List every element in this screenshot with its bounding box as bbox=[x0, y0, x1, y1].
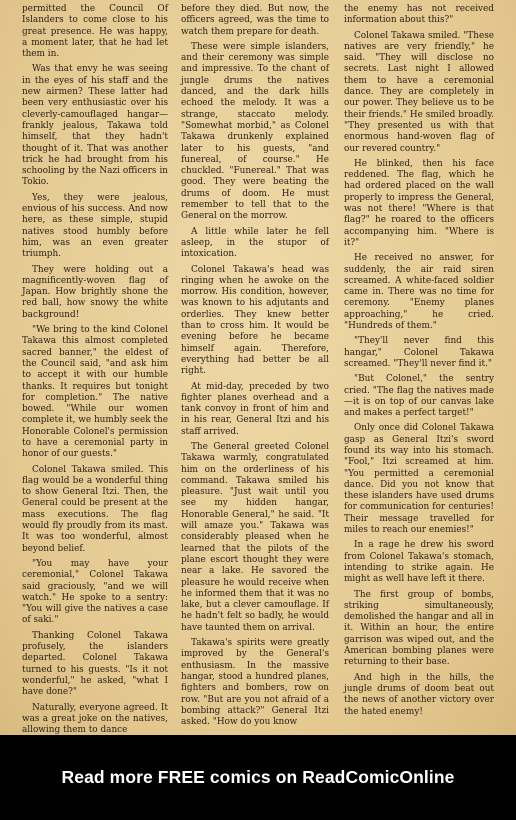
story-paragraph: "You may have your ceremonial," Colonel Takawa said graciously, "and we will watch." He spoke to a sentry: "You will give the natives a case of saki." bbox=[22, 558, 168, 626]
story-paragraph: Naturally, everyone agreed. It was a great joke on the natives, allowing them to dance bbox=[22, 702, 168, 736]
text-column-3 bbox=[344, 4, 494, 722]
story-paragraph: before they died. But now, the officers agreed, was the time to watch them prepare for death. bbox=[181, 4, 329, 37]
story-paragraph: "They'll never find this hangar," Colonel Takawa screamed. "They'll never find it." bbox=[344, 336, 494, 369]
story-paragraph: These were simple islanders, and their ceremony was simple and impressive. To the chant of jungle drums the natives danced, and the dark hills echoed the melody. It was a strange, staccato melody. "Somewhat morbid," as Colonel Takawa drunkenly explained later to his guests, "and funereal, of course." He chuckled. "Funereal." That was good. They were beating the drums of doom. He must remember to tell that to the General on the morrow. bbox=[181, 41, 329, 222]
story-paragraph: Colonel Takawa smiled. This flag would be a wonderful thing to show General Itzi. Then, the General could be present at the mass executions. The flag would fly proudly from its mast. It was too wonderful, almost beyond belief. bbox=[22, 464, 168, 554]
story-paragraph: Only once did Colonel Takawa gasp as General Itzi's sword found its way into his stomach. "Fool," Itzi screamed at him. "You permitted a ceremonial dance. Did you not know that these islanders have used drums for communication for centuries! Their message travelled for miles to reach our enemies!" bbox=[344, 423, 494, 536]
story-paragraph: Colonel Takawa smiled. "These natives are very friendly," he said. "They will disclose no secrets. Last night I allowed them to have a ceremonial dance. They are completely in our power. They believe us to be their friends." He smiled broadly. "They presented us with that enormous hand-woven flag of our revered country." bbox=[344, 30, 494, 154]
story-paragraph: A little while later he fell asleep, in the stupor of intoxication. bbox=[181, 226, 329, 260]
story-paragraph: "But Colonel," the sentry cried. "The flag the natives made—it is on top of our canvas lake and makes a perfect target!" bbox=[344, 374, 494, 419]
story-paragraph: At mid-day, preceded by two fighter planes overhead and a tank convoy in front of him and in his rear, General Itzi and his staff arrived. bbox=[181, 381, 329, 437]
story-paragraph: Was that envy he was seeing in the eyes of his staff and the new airmen? These latter had been very enthusiastic over his cleverly-camouflaged hangar—frankly jealous, Takawa told himself, that they hadn't thought of it. That was another trick he had brought from his schooling by the Nazi officers in Tokio. bbox=[22, 64, 168, 188]
story-paragraph: In a rage he drew his sword from Colonel Takawa's stomach, intending to strike again. He might as well have left it there. bbox=[344, 540, 494, 585]
story-paragraph: The General greeted Colonel Takawa warmly, congratulated him on the orderliness of his command. Takawa smiled his pleasure. "Just wait until you see my hidden hangar, Honorable General," he said. "It will amaze you." Takawa was considerably pleased when he learned that the pilots of the plane escort thought they were near a lake. He savored the pleasure he would receive when he informed them that it was no lake, but a clever camouflage. If he hadn't felt so badly, he would have taunted them on arrival. bbox=[181, 441, 329, 633]
story-paragraph: And high in the hills, the jungle drums of doom beat out the news of another victory over the hated enemy! bbox=[344, 672, 494, 717]
promo-banner[interactable] bbox=[0, 735, 516, 820]
promo-text[interactable]: Read more FREE comics on ReadComicOnline bbox=[61, 767, 455, 787]
story-paragraph: Yes, they were jealous, envious of his success. And now here, as these simple, stupid natives stood humbly before him, was an even greater triumph. bbox=[22, 192, 168, 260]
text-column-1 bbox=[22, 4, 168, 740]
story-paragraph: The first group of bombs, striking simultaneously, demolished the hangar and all in it. Within an hour, the entire garrison was wiped out, and the American bombing planes were returning to their base. bbox=[344, 589, 494, 668]
story-paragraph: "We bring to the kind Colonel Takawa this almost completed sacred banner," the eldest of the Council said, "and ask him to accept it with our humble thanks. It requires but tonight for completion." The native bowed. "While our women complete it, we humbly seek the Honorable Colonel's permission to have a ceremonial party in honor of our guests." bbox=[22, 325, 168, 460]
text-column-2 bbox=[181, 4, 329, 732]
story-paragraph: Takawa's spirits were greatly improved by the General's enthusiasm. In the massive hangar, stood a hundred planes, fighters and bombers, row on row. "But are you not afraid of a bombing attack?" General Itzi asked. "How do you know bbox=[181, 638, 329, 728]
story-paragraph: They were holding out a magnificently-woven flag of Japan. How brightly shone the red ball, how snowy the white background! bbox=[22, 264, 168, 320]
story-paragraph: permitted the Council Of Islanders to come close to his great presence. He was happy, a moment later, that he had let them in. bbox=[22, 4, 168, 60]
story-paragraph: Colonel Takawa's head was ringing when he awoke on the morrow. His condition, however, was known to his adjutants and orderlies. They knew better than to cross him. It would be evening before he became himself again. Therefore, everything had better be all right. bbox=[181, 264, 329, 377]
story-paragraph: He blinked, then his face reddened. The flag, which he had ordered placed on the wall properly to impress the General, was not there! "Where is that flag?" he roared to the officers accompanying him. "Where is it?" bbox=[344, 158, 494, 248]
story-paragraph: He received no answer, for suddenly, the air raid siren screamed. A white-faced soldier came in. There was no time for ceremony. "Enemy planes approaching," he cried. "Hundreds of them." bbox=[344, 253, 494, 332]
story-paragraph: the enemy has not received information about this?" bbox=[344, 4, 494, 26]
story-paragraph: Thanking Colonel Takawa profusely, the islanders departed. Colonel Takawa turned to his guests. "Is it not wonderful," he asked, "what I have done?" bbox=[22, 630, 168, 698]
